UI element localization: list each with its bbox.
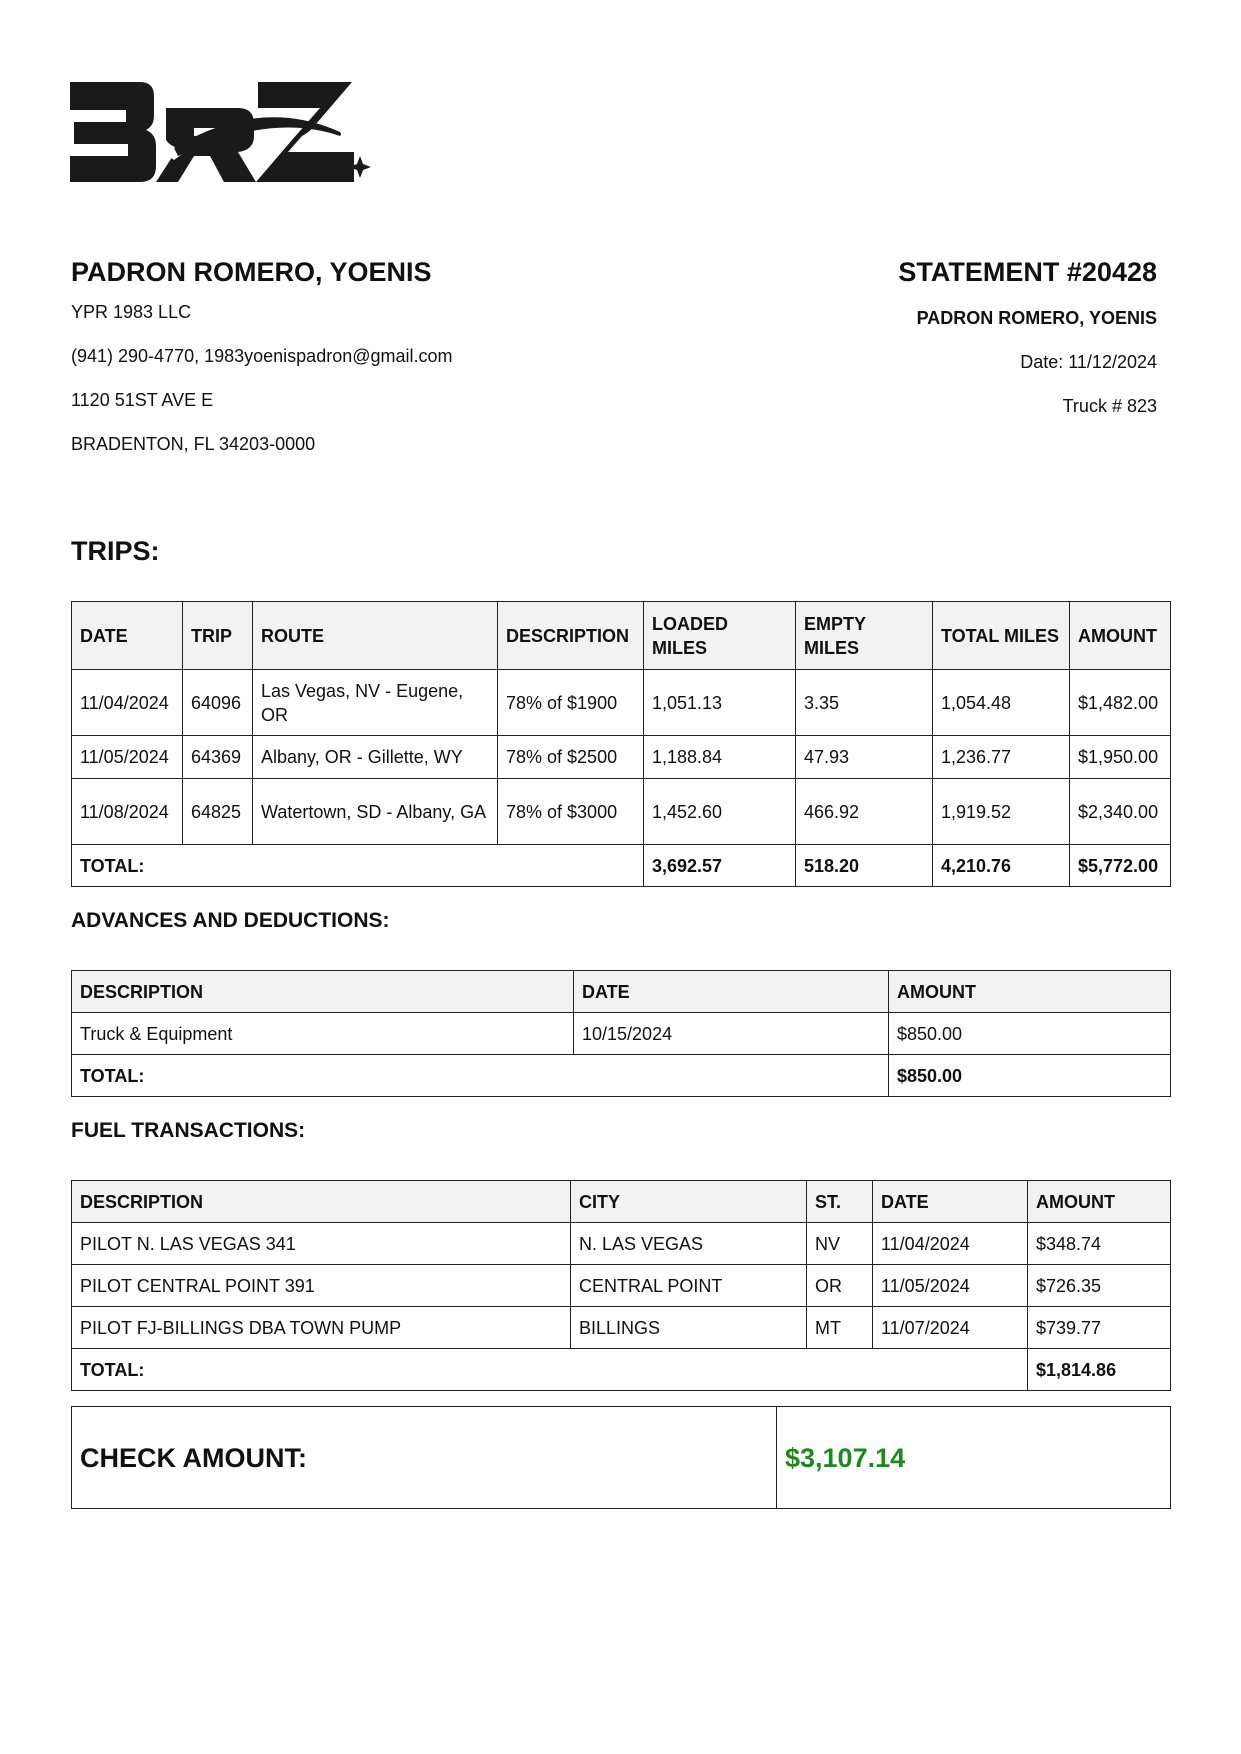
table-row <box>72 736 1171 779</box>
total-amount: $5,772.00 <box>1070 845 1171 887</box>
total-total-miles: 4,210.76 <box>933 845 1070 887</box>
statement-driver-name: PADRON ROMERO, YOENIS <box>916 308 1157 328</box>
driver-company: YPR 1983 LLC <box>71 302 192 322</box>
column-header: AMOUNT <box>1070 602 1171 670</box>
statement-info <box>597 254 1157 428</box>
table-cell: 11/04/2024 <box>72 670 183 736</box>
column-header: TRIP <box>183 602 253 670</box>
table-cell: 64369 <box>183 736 253 779</box>
trips-table <box>71 601 1171 887</box>
total-label: TOTAL: <box>72 845 644 887</box>
column-header: LOADED MILES <box>644 602 796 670</box>
driver-info <box>71 254 631 466</box>
check-amount-value: $3,107.14 <box>777 1407 1171 1509</box>
table-cell: 3.35 <box>796 670 933 736</box>
check-amount-box <box>71 1406 1171 1509</box>
table-cell: 1,054.48 <box>933 670 1070 736</box>
total-amount: $850.00 <box>889 1055 1171 1097</box>
table-cell: 11/05/2024 <box>72 736 183 779</box>
table-cell: 64096 <box>183 670 253 736</box>
check-amount-row <box>72 1407 1171 1509</box>
table-cell: CENTRAL POINT <box>571 1265 807 1307</box>
total-amount: $1,814.86 <box>1028 1349 1171 1391</box>
column-header: ST. <box>807 1181 873 1223</box>
table-row <box>72 1307 1171 1349</box>
table-cell: 78% of $3000 <box>498 779 644 845</box>
driver-address-line2: BRADENTON, FL 34203-0000 <box>71 434 316 454</box>
statement-date: Date: 11/12/2024 <box>1020 352 1157 372</box>
table-row <box>72 1013 1171 1055</box>
driver-contact: (941) 290-4770, 1983yoenispadron@gmail.com <box>71 346 453 366</box>
total-loaded-miles: 3,692.57 <box>644 845 796 887</box>
table-cell: 64825 <box>183 779 253 845</box>
column-header: DATE <box>873 1181 1028 1223</box>
table-cell: 11/05/2024 <box>873 1265 1028 1307</box>
table-cell: PILOT N. LAS VEGAS 341 <box>72 1223 571 1265</box>
table-cell: OR <box>807 1265 873 1307</box>
table-cell: PILOT FJ-BILLINGS DBA TOWN PUMP <box>72 1307 571 1349</box>
statement-truck: Truck # 823 <box>1062 396 1157 416</box>
driver-address-line1: 1120 51ST AVE E <box>71 390 214 410</box>
table-row <box>72 1265 1171 1307</box>
advances-title: ADVANCES AND DEDUCTIONS: <box>71 909 390 932</box>
table-cell: $726.35 <box>1028 1265 1171 1307</box>
total-row <box>72 1055 1171 1097</box>
advances-table <box>71 970 1171 1097</box>
column-header: DATE <box>574 971 889 1013</box>
table-cell: 10/15/2024 <box>574 1013 889 1055</box>
table-row <box>72 779 1171 845</box>
table-header-row <box>72 1181 1171 1223</box>
table-cell: $2,340.00 <box>1070 779 1171 845</box>
table-cell: $850.00 <box>889 1013 1171 1055</box>
table-cell: 1,051.13 <box>644 670 796 736</box>
column-header: AMOUNT <box>1028 1181 1171 1223</box>
table-cell: $1,950.00 <box>1070 736 1171 779</box>
trips-title: TRIPS: <box>71 536 160 566</box>
column-header: AMOUNT <box>889 971 1171 1013</box>
table-cell: 466.92 <box>796 779 933 845</box>
table-cell: 11/08/2024 <box>72 779 183 845</box>
table-cell: 47.93 <box>796 736 933 779</box>
table-row <box>72 670 1171 736</box>
fuel-table <box>71 1180 1171 1391</box>
table-cell: $1,482.00 <box>1070 670 1171 736</box>
table-cell: Truck & Equipment <box>72 1013 574 1055</box>
column-header: DESCRIPTION <box>72 971 574 1013</box>
table-cell: 1,188.84 <box>644 736 796 779</box>
table-cell: $739.77 <box>1028 1307 1171 1349</box>
table-cell: N. LAS VEGAS <box>571 1223 807 1265</box>
total-label: TOTAL: <box>72 1349 1028 1391</box>
table-cell: BILLINGS <box>571 1307 807 1349</box>
table-cell: PILOT CENTRAL POINT 391 <box>72 1265 571 1307</box>
total-row <box>72 1349 1171 1391</box>
table-cell: 78% of $1900 <box>498 670 644 736</box>
column-header: TOTAL MILES <box>933 602 1070 670</box>
total-empty-miles: 518.20 <box>796 845 933 887</box>
table-cell: Watertown, SD - Albany, GA <box>253 779 498 845</box>
total-label: TOTAL: <box>72 1055 889 1097</box>
column-header: EMPTY MILES <box>796 602 933 670</box>
column-header: DESCRIPTION <box>498 602 644 670</box>
column-header: CITY <box>571 1181 807 1223</box>
table-cell: MT <box>807 1307 873 1349</box>
table-cell: 11/07/2024 <box>873 1307 1028 1349</box>
column-header: DESCRIPTION <box>72 1181 571 1223</box>
table-cell: 1,236.77 <box>933 736 1070 779</box>
table-cell: $348.74 <box>1028 1223 1171 1265</box>
total-row <box>72 845 1171 887</box>
driver-name: PADRON ROMERO, YOENIS <box>71 257 432 287</box>
table-cell: 11/04/2024 <box>873 1223 1028 1265</box>
table-header-row <box>72 971 1171 1013</box>
column-header: ROUTE <box>253 602 498 670</box>
table-cell: Albany, OR - Gillette, WY <box>253 736 498 779</box>
table-row <box>72 1223 1171 1265</box>
table-cell: NV <box>807 1223 873 1265</box>
column-header: DATE <box>72 602 183 670</box>
check-amount-label: CHECK AMOUNT: <box>72 1407 777 1509</box>
table-header-row <box>72 602 1171 670</box>
statement-title: STATEMENT #20428 <box>898 257 1157 287</box>
table-cell: 1,452.60 <box>644 779 796 845</box>
table-cell: Las Vegas, NV - Eugene, OR <box>253 670 498 736</box>
company-logo <box>70 78 390 190</box>
fuel-title: FUEL TRANSACTIONS: <box>71 1119 306 1142</box>
table-cell: 78% of $2500 <box>498 736 644 779</box>
table-cell: 1,919.52 <box>933 779 1070 845</box>
